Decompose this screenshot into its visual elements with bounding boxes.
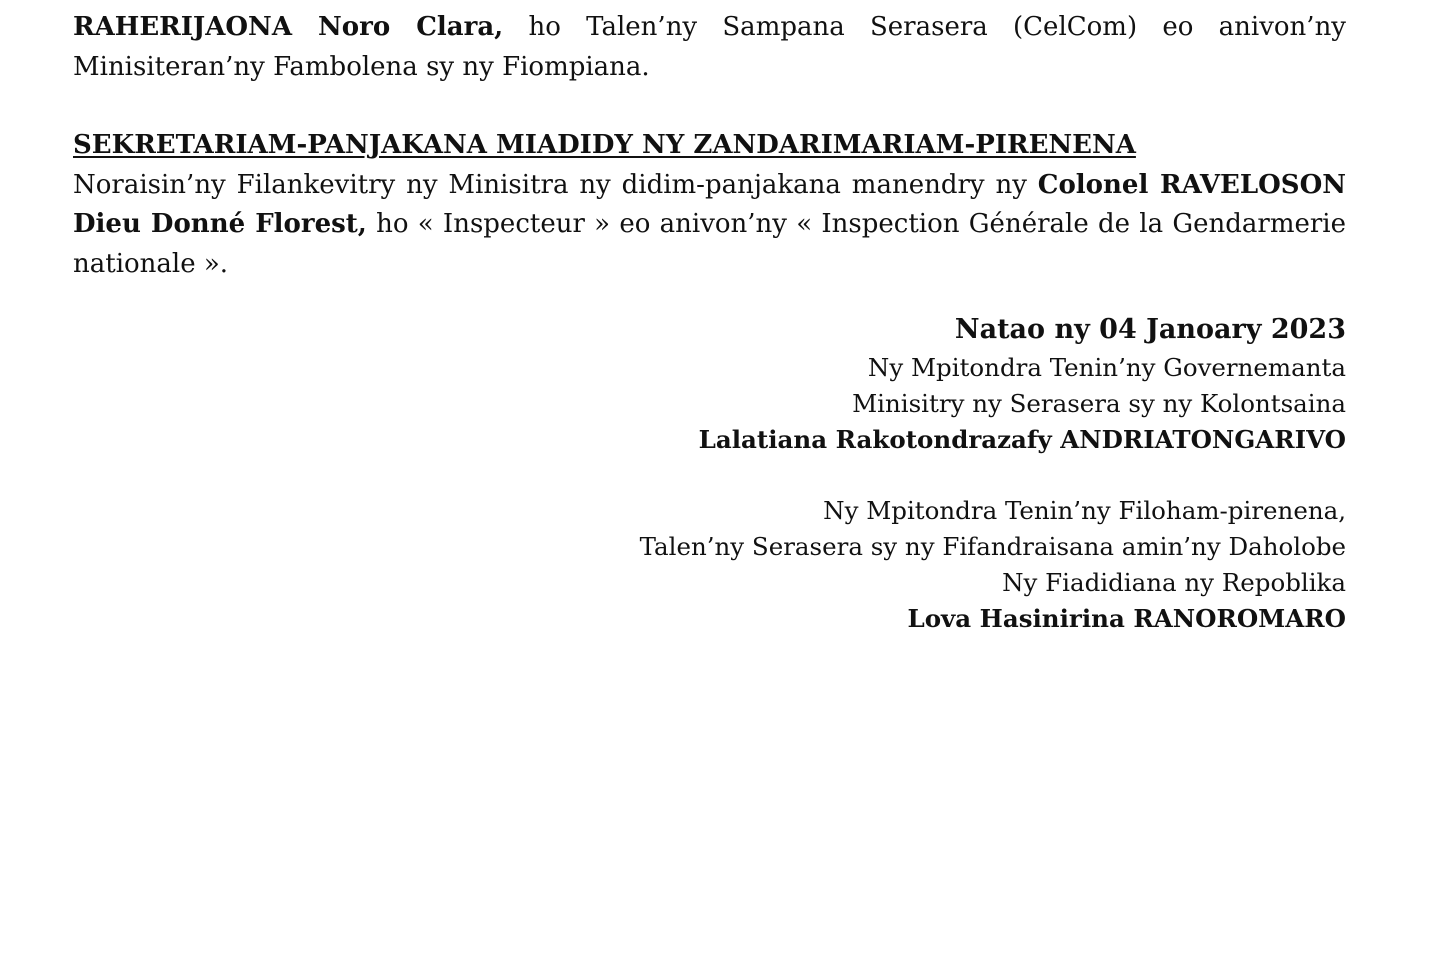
appointment-text: ho Talen’ny Sampana Serasera (CelCom) eo anivon’ny Minisiteran’ny Fambolena sy ny Fiompiana. <box>73 12 1347 82</box>
signature-block-presidency <box>73 493 1346 637</box>
spacer <box>73 87 1346 126</box>
appointment-text-end: ho « Inspecteur » eo anivon’ny « Inspection Générale de la Gendarmerie nationale ». <box>73 209 1346 279</box>
signatory-title: Minisitry ny Serasera sy ny Kolontsaina <box>852 389 1346 418</box>
signatory-name: Lalatiana Rakotondrazafy ANDRIATONGARIVO <box>698 425 1346 454</box>
signatory-title: Ny Fiadidiana ny Repoblika <box>1002 568 1346 597</box>
paragraph-appointment-celcom <box>73 8 1346 87</box>
signatory-title: Ny Mpitondra Tenin’ny Filoham-pirenena, <box>823 496 1346 525</box>
document-page <box>73 8 1346 637</box>
signature-block-government <box>73 350 1346 458</box>
spacer <box>73 284 1346 310</box>
appointee-name: RAHERIJAONA Noro Clara, <box>73 12 504 42</box>
appointee-name: Colonel RAVELOSON Dieu Donné Florest, <box>73 169 1346 239</box>
section-heading: SEKRETARIAM-PANJAKANA MIADIDY NY ZANDARIMARIAM-PIRENENA <box>73 130 1136 160</box>
signatory-title: Talen’ny Serasera sy ny Fifandraisana amin’ny Daholobe <box>639 532 1346 561</box>
spacer <box>73 458 1346 493</box>
signature-date: Natao ny 04 Janoary 2023 <box>954 314 1346 345</box>
signatory-name: Lova Hasinirina RANOROMARO <box>907 604 1346 633</box>
paragraph-appointment-gendarmerie <box>73 166 1346 285</box>
signatory-title: Ny Mpitondra Tenin’ny Governemanta <box>867 353 1346 382</box>
appointment-text-start: Noraisin’ny Filankevitry ny Minisitra ny didim-panjakana manendry ny <box>73 169 1038 200</box>
